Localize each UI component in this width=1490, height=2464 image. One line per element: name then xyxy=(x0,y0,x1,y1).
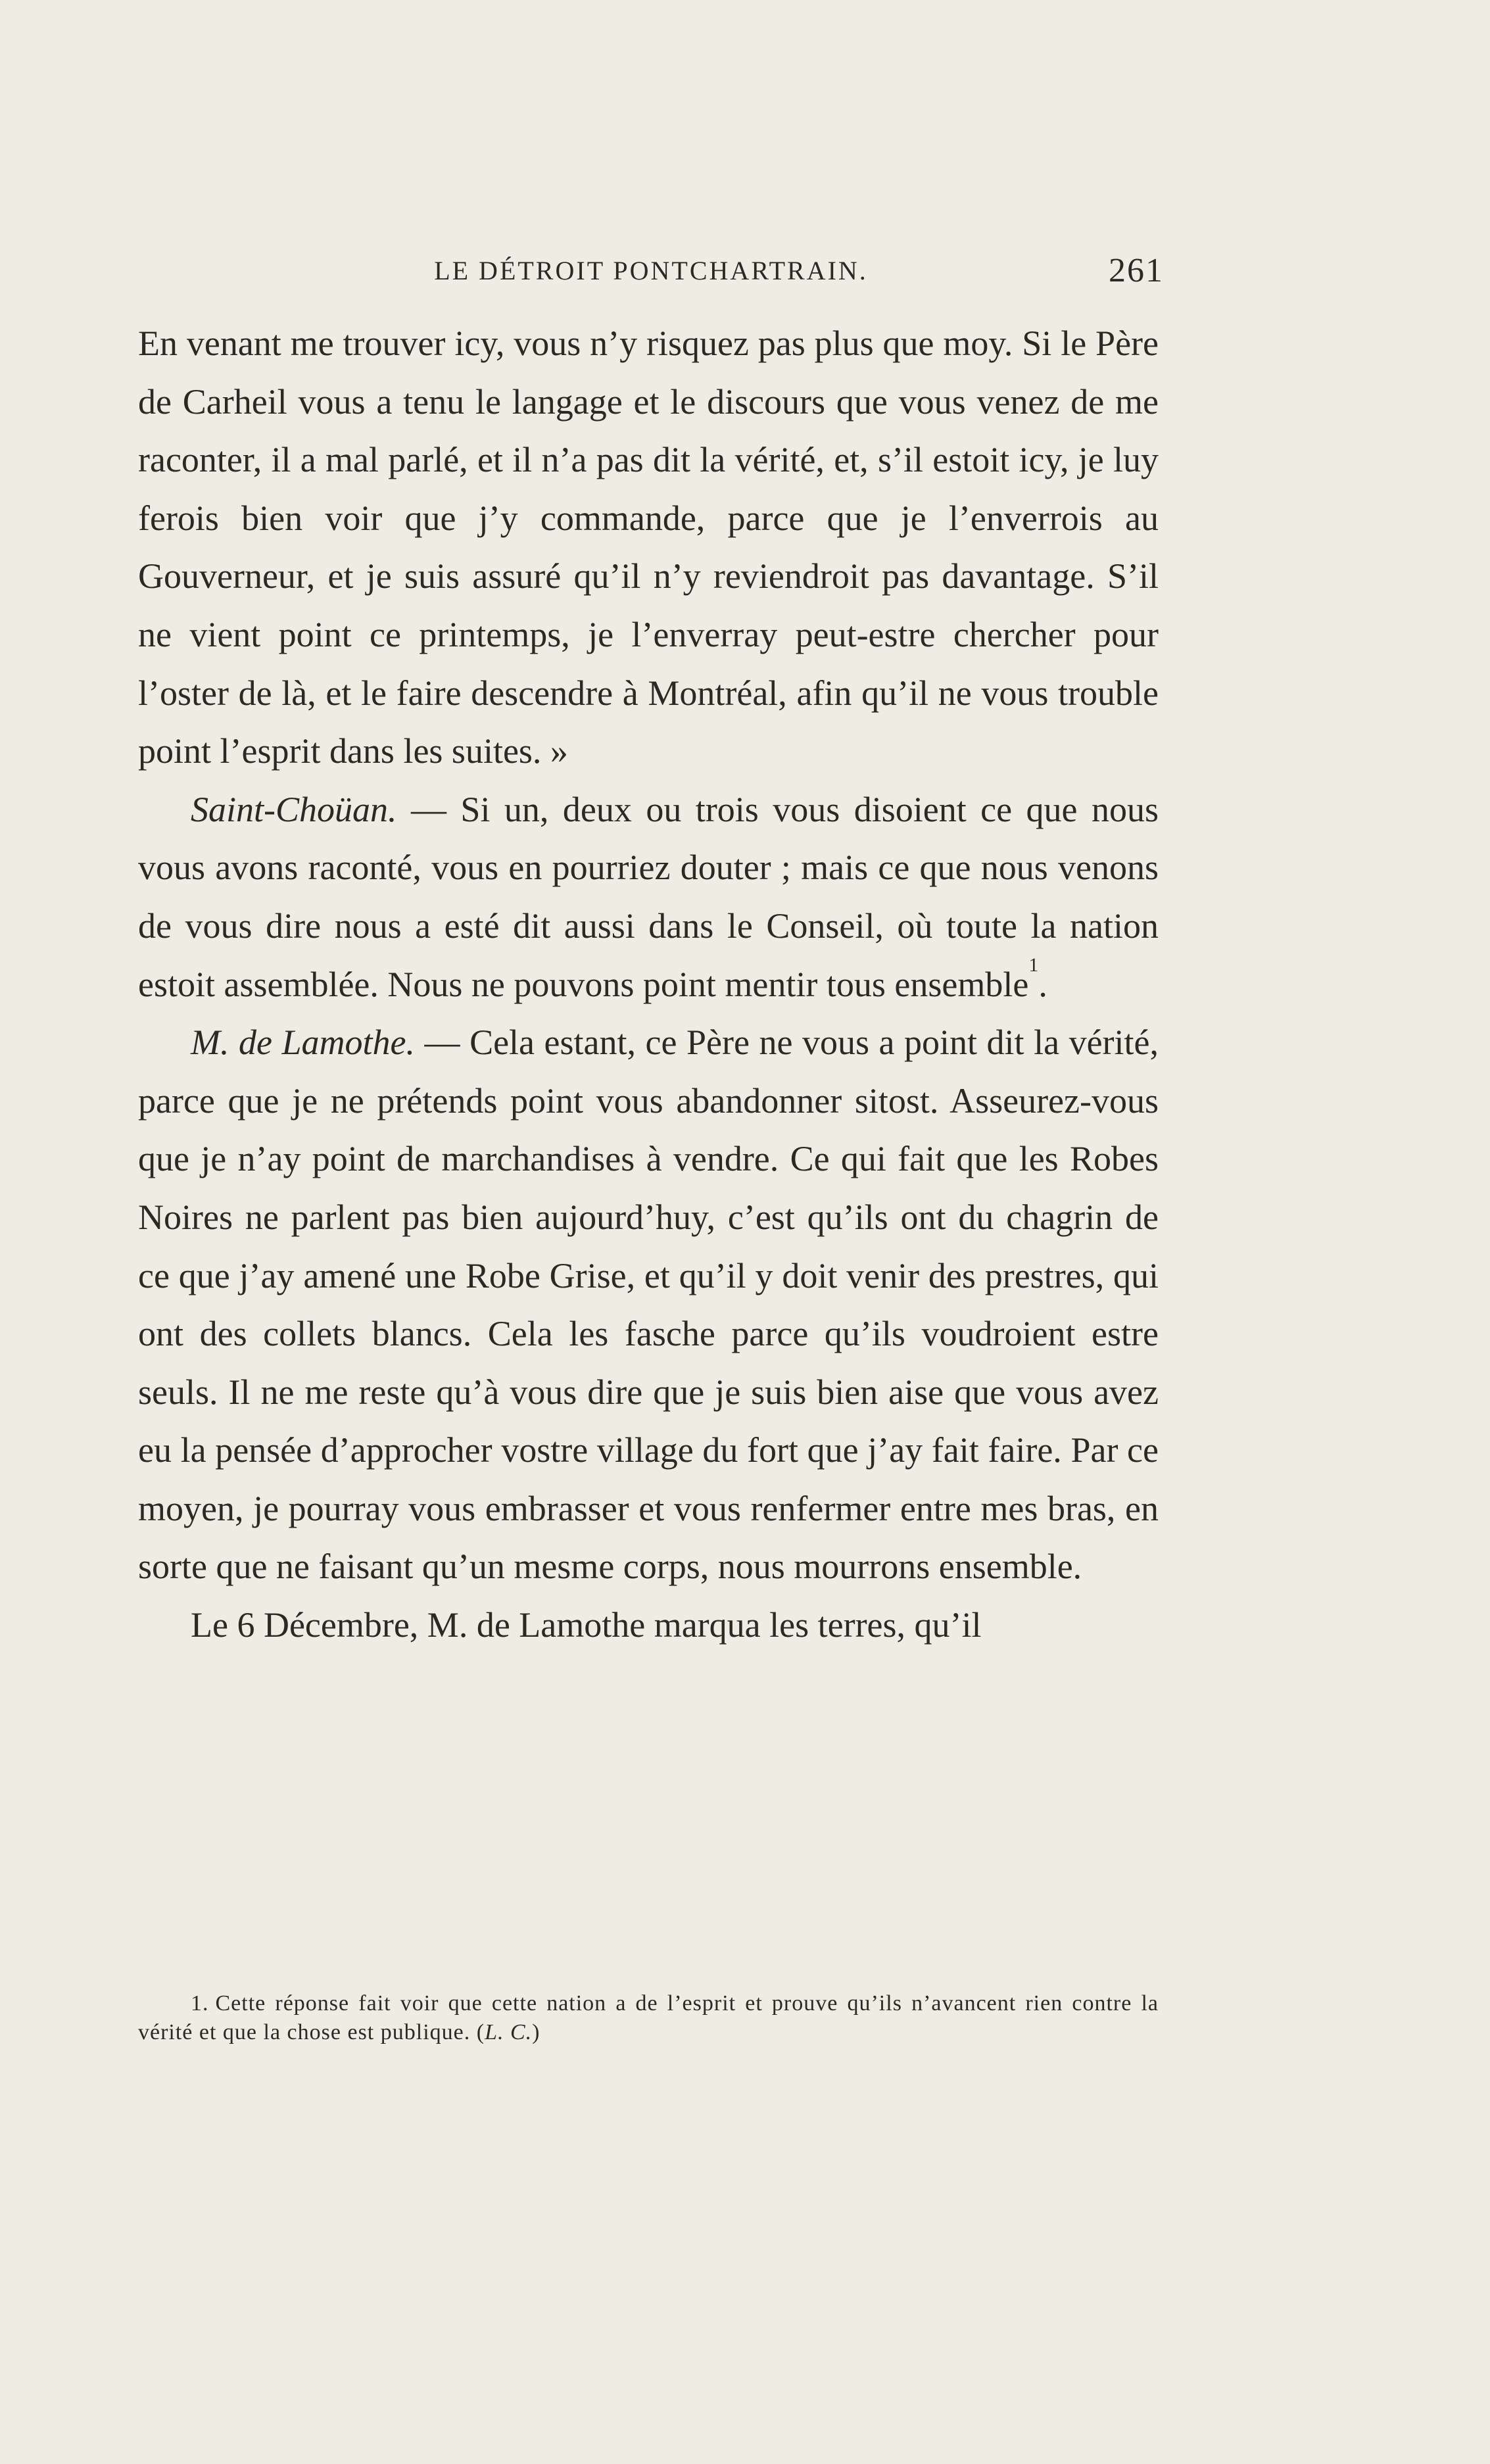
paragraph-1: En venant me trouver icy, vous n’y risquez pas plus que moy. Si le Père de Carheil vous a tenu le langage et le discours que vous venez de me raconter, il a mal parlé, et il n’a pas dit la vérité, et, s’il estoit icy, je luy ferois bien voir que j’y commande, parce que je l’enverrois au Gouverneur, et je suis assuré qu’il n’y reviendroit pas davantage. S’il ne vient point ce printemps, je l’enverray peut-estre chercher pour l’oster de là, et le faire descendre à Montréal, afin qu’il ne vous trouble point l’esprit dans les suites. » xyxy=(138,324,1159,771)
paragraph-3 xyxy=(138,1013,1159,1596)
footnote-source-abbr: L. C. xyxy=(485,2020,533,2044)
paragraph-2-end: . xyxy=(1038,964,1047,1004)
paragraph-2-text: — Si un, deux ou trois vous disoient ce que nous vous avons raconté, vous en pourriez douter ; mais ce que nous venons de vous dire nous a esté dit aussi dans le Conseil, où toute la nation estoit assemblée. Nous ne pouvons point mentir tous ensemble xyxy=(138,789,1159,1004)
speaker-saint-chouan: Saint-Choüan. xyxy=(191,789,397,829)
speaker-lamothe: M. de Lamothe. xyxy=(191,1023,416,1063)
page-number: 261 xyxy=(1109,252,1164,289)
running-title: LE DÉTROIT PONTCHARTRAIN. xyxy=(434,256,868,285)
footnote-close: ) xyxy=(532,2020,541,2044)
footnote-number: 1. xyxy=(191,1991,209,2016)
footnote-text: Cette réponse fait voir que cette nation a de l’esprit et prouve qu’ils n’avancent rien contre la vérité et que la chose est publique. ( xyxy=(138,1991,1159,2044)
body-text xyxy=(138,314,1159,1655)
footnote-reference: 1 xyxy=(1028,954,1039,976)
footnote xyxy=(138,1989,1159,2047)
paragraph-2 xyxy=(138,781,1159,1013)
paragraph-3-text: — Cela estant, ce Père ne vous a point dit la vérité, parce que je ne prétends point vous abandonner sitost. Asseurez-vous que je n’ay point de marchandises à vendre. Ce qui fait que les Robes Noires ne parlent pas bien aujourd’huy, c’est qu’ils ont du chagrin de ce que j’ay amené une Robe Grise, et qu’il y doit venir des prestres, qui ont des collets blancs. Cela les fasche parce qu’ils voudroient estre seuls. Il ne me reste qu’à vous dire que je suis bien aise que vous avez eu la pensée d’approcher vostre village du fort que j’ay fait faire. Par ce moyen, je pourray vous embrasser et vous renfermer entre mes bras, en sorte que ne faisant qu’un mesme corps, nous mourrons ensemble. xyxy=(138,1023,1159,1587)
page-header xyxy=(138,250,1164,302)
paragraph-4: Le 6 Décembre, M. de Lamothe marqua les terres, qu’il xyxy=(191,1605,982,1645)
